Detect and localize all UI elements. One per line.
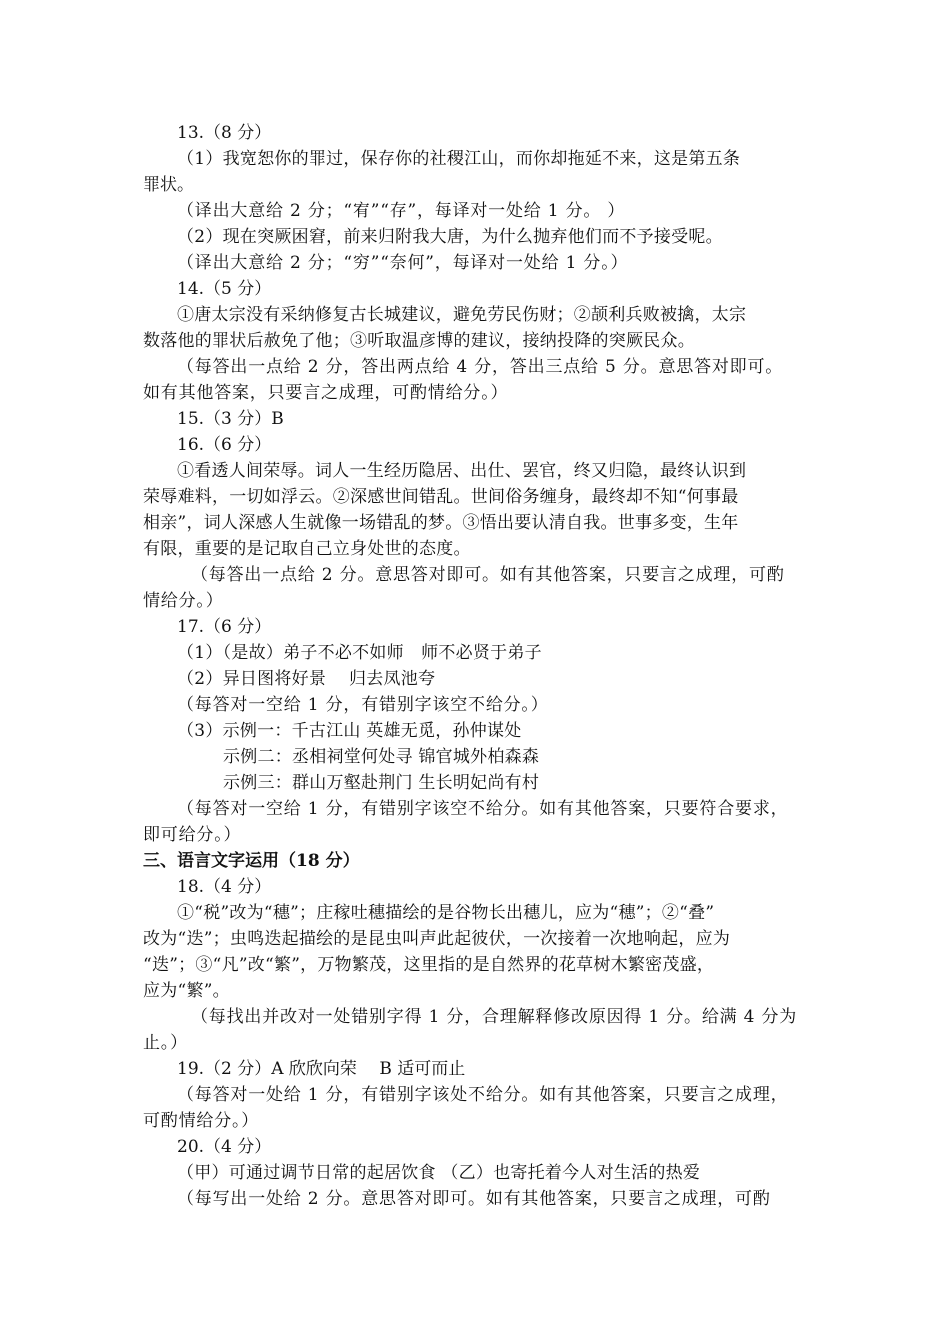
text-line: 止。） <box>143 1033 188 1053</box>
text-line: （每答出一点给 2 分。意思答对即可。如有其他答案，只要言之成理，可酌 <box>191 565 785 585</box>
text-line: ①看透人间荣辱。词人一生经历隐居、出仕、罢官，终又归隐，最终认识到 <box>177 461 747 481</box>
text-line: （每答对一处给 1 分，有错别字该处不给分。如有其他答案，只要言之成理， <box>177 1085 789 1105</box>
text-line: 即可给分。） <box>143 825 242 845</box>
text-line: 15.（3 分）B <box>177 409 284 429</box>
section-heading: 三、语言文字运用（18 分） <box>143 851 360 871</box>
text-line: （甲）可通过调节日常的起居饮食 （乙）也寄托着今人对生活的热爱 <box>177 1163 701 1183</box>
text-line: （每答对一空给 1 分，有错别字该空不给分。） <box>177 695 549 715</box>
text-line: “迭”；③“凡”改“繁”，万物繁茂，这里指的是自然界的花草树木繁密茂盛， <box>143 955 715 975</box>
text-line: 13.（8 分） <box>177 123 272 143</box>
text-line: ①唐太宗没有采纳修复古长城建议，避免劳民伤财；②颉利兵败被擒，太宗 <box>177 305 747 325</box>
text-line: （每答对一空给 1 分，有错别字该空不给分。如有其他答案，只要符合要求， <box>177 799 789 819</box>
text-line: （译出大意给 2 分；“宥”“存”，每译对一处给 1 分。 ） <box>177 201 626 221</box>
text-line: 17.（6 分） <box>177 617 272 637</box>
text-line: ①“税”改为“穗”；庄稼吐穗描绘的是谷物长出穗儿，应为“穗”；②“叠” <box>177 903 715 923</box>
text-line: 有限，重要的是记取自己立身处世的态度。 <box>143 539 471 559</box>
text-line: （3）示例一：千古江山 英雄无觅，孙仲谋处 <box>177 721 522 741</box>
text-line: （1）我宽恕你的罪过，保存你的社稷江山，而你却拖延不来，这是第五条 <box>177 149 741 169</box>
text-line: 如有其他答案，只要言之成理，可酌情给分。） <box>143 383 509 403</box>
text-line: 14.（5 分） <box>177 279 272 299</box>
answer-key-content <box>143 120 808 1212</box>
text-line: 可酌情给分。） <box>143 1111 260 1131</box>
text-line: 示例三：群山万壑赴荆门 生长明妃尚有村 <box>223 773 540 793</box>
text-line: （1）（是故）弟子不必不如师 师不必贤于弟子 <box>177 643 542 663</box>
text-line: 18.（4 分） <box>177 877 272 897</box>
text-line: 16.（6 分） <box>177 435 272 455</box>
text-line: 相亲”，词人深感人生就像一场错乱的梦。③悟出要认清自我。世事多变，生年 <box>143 513 739 533</box>
text-line: （每写出一处给 2 分。意思答对即可。如有其他答案，只要言之成理，可酌 <box>177 1189 771 1209</box>
text-line: 19.（2 分）A 欣欣向荣 B 适可而止 <box>177 1059 466 1079</box>
text-line: 数落他的罪状后赦免了他；③听取温彦博的建议，接纳投降的突厥民众。 <box>143 331 695 351</box>
text-line: 罪状。 <box>143 175 194 195</box>
text-line: 荣辱难料，一切如浮云。②深感世间错乱。世间俗务缠身，最终却不知“何事最 <box>143 487 739 507</box>
text-line: 20.（4 分） <box>177 1137 272 1157</box>
text-line: 示例二：丞相祠堂何处寻 锦官城外柏森森 <box>223 747 540 767</box>
text-line: 改为“迭”；虫鸣迭起描绘的是昆虫叫声此起彼伏，一次接着一次地响起，应为 <box>143 929 731 949</box>
text-line: 情给分。） <box>143 591 224 611</box>
text-line: （译出大意给 2 分；“穷”“奈何”，每译对一处给 1 分。） <box>177 253 629 273</box>
text-line: （2）现在突厥困窘，前来归附我大唐，为什么抛弃他们而不予接受呢。 <box>177 227 723 247</box>
text-line: （每找出并改对一处错别字得 1 分，合理解释修改原因得 1 分。给满 4 分为 <box>191 1007 798 1027</box>
text-line: （2）异日图将好景 归去凤池夸 <box>177 669 436 689</box>
text-line: 应为“繁”。 <box>143 981 230 1001</box>
text-line: （每答出一点给 2 分，答出两点给 4 分，答出三点给 5 分。意思答对即可。 <box>177 357 784 377</box>
